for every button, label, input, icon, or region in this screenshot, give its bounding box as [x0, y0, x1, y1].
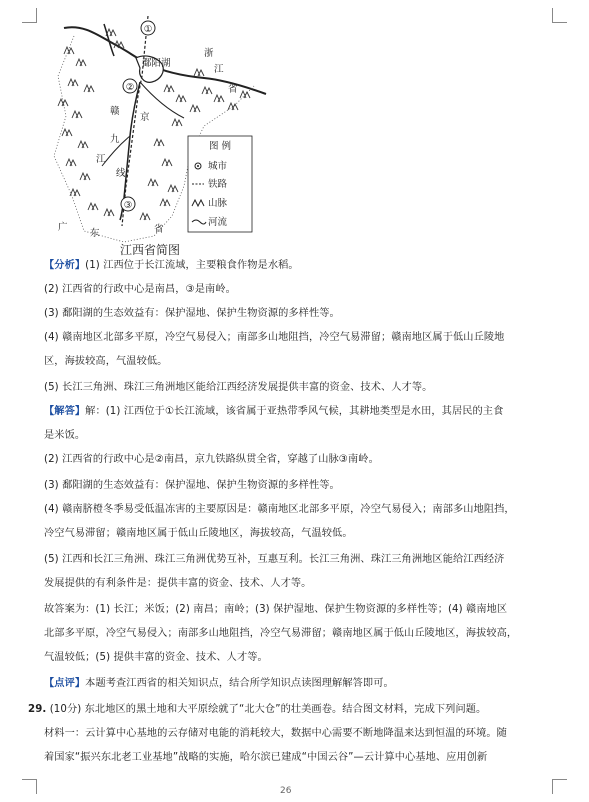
- mountain-symbol: [202, 87, 212, 94]
- city-marker-2: [123, 79, 137, 93]
- solution-line-4a: (4) 赣南脐橙冬季易受低温冻害的主要原因是：赣南地区北部多平原，冷空气易侵入；南部多山地阻挡，: [44, 504, 515, 515]
- svg-text:③: ③: [123, 200, 133, 211]
- gan-label: 赣: [110, 106, 120, 117]
- mountain-symbol: [84, 85, 94, 92]
- jiang-label: 江: [214, 64, 224, 75]
- mountain-symbol: [68, 79, 78, 86]
- sheng2-label: 省: [154, 224, 164, 235]
- analysis-line-5: (5) 长江三角洲、珠江三角洲地区能给江西经济发展提供丰富的资金、技术、人才等。: [44, 382, 433, 393]
- analysis-line-1: 【分析】(1) 江西位于长江流域，主要粮食作物是水稻。: [44, 260, 299, 271]
- material-line-1a: 材料一：云计算中心基地的云存储对电能的消耗较大，数据中心需要不断地降温来达到恒温的环境。随: [44, 728, 507, 739]
- mountain-symbol: [168, 185, 178, 192]
- svg-text:铁路: 铁路: [208, 179, 228, 190]
- guang-label: 广: [58, 222, 68, 233]
- mountain-symbol: [114, 41, 124, 48]
- mountain-symbol: [164, 85, 174, 92]
- mountain-symbol: [64, 47, 74, 54]
- mountain-symbol: [88, 203, 98, 210]
- solution-line-4b: 冷空气易滞留；赣南地区属于低山丘陵地区，海拔较高，气温较低。: [44, 528, 353, 539]
- svg-text:①: ①: [143, 24, 153, 35]
- map-title: 江西省简图: [120, 243, 181, 257]
- solution-line-5b: 发展提供的有利条件是：提供丰富的资金、技术、人才等。: [44, 578, 312, 589]
- mountain-symbol: [58, 99, 68, 106]
- svg-text:城市: 城市: [208, 161, 228, 172]
- analysis-line-4b: 区，海拔较高，气温较低。: [44, 356, 168, 367]
- solution-line-3: (3) 鄱阳湖的生态效益有：保护湿地、保护生物资源的多样性等。: [44, 480, 340, 491]
- svg-text:②: ②: [125, 82, 135, 93]
- mountain-symbol: [140, 213, 150, 220]
- lake-label: 鄱阳湖: [142, 58, 171, 69]
- material-line-1b: 着国家“振兴东北老工业基地”战略的实施，哈尔滨已建成“中国云谷”—云计算中心基地、应用创新: [44, 752, 488, 763]
- svg-text:山脉: 山脉: [208, 198, 228, 209]
- jiang2-label: 江: [96, 154, 106, 165]
- jing-label: 京: [140, 112, 150, 123]
- jiu-label: 九: [110, 134, 120, 145]
- svg-text:图 例: 图 例: [208, 141, 232, 152]
- zhe-label: 浙: [204, 48, 214, 59]
- answer-line-3: 气温较低；(5) 提供丰富的资金、技术、人才等。: [44, 652, 268, 663]
- crop-mark-top-left: [22, 8, 37, 23]
- mountain-symbol: [78, 141, 88, 148]
- map-legend: [188, 136, 252, 232]
- mountain-symbol: [172, 119, 182, 126]
- solution-line-2: (2) 江西省的行政中心是②南昌，京九铁路纵贯全省，穿越了山脉③南岭。: [44, 454, 379, 465]
- xian-label: 线: [116, 168, 126, 179]
- solution-line-1b: 是米饭。: [44, 430, 86, 441]
- mountain-symbol: [214, 95, 224, 102]
- analysis-line-4a: (4) 赣南地区北部多平原，冷空气易侵入；南部多山地阻挡，冷空气易滞留；赣南地区属于低山丘陵地: [44, 332, 505, 343]
- mountain-symbol: [194, 69, 204, 76]
- jiangxi-map: [44, 6, 274, 258]
- mountain-symbol: [190, 105, 200, 112]
- answer-line-2: 北部多平原，冷空气易侵入；南部多山地阻挡，冷空气易滞留；赣南地区属于低山丘陵地区，海拔较高，: [44, 628, 518, 639]
- sheng-label: 省: [228, 84, 238, 95]
- svg-text:河流: 河流: [208, 217, 228, 228]
- mountain-symbol: [104, 209, 114, 216]
- answer-line-1: 故答案为：(1) 长江；米饭；(2) 南昌；南岭；(3) 保护湿地、保护生物资源的多样性等；(4) 赣南地区: [44, 604, 508, 615]
- question-29-line: 29. (10分) 东北地区的黑土地和大平原绘就了“北大仓”的壮美画卷。结合图文材料，完成下列问题。: [28, 704, 487, 715]
- mountain-symbol: [80, 173, 90, 180]
- mountain-symbol: [72, 111, 82, 118]
- mountain-symbol: [66, 159, 76, 166]
- dong-label: 东: [90, 228, 100, 239]
- crop-mark-bottom-right: [552, 779, 567, 794]
- solution-line-5a: (5) 江西和长江三角洲、珠江三角洲优势互补，互惠互利。长江三角洲、珠江三角洲地区能给江西经济: [44, 554, 505, 565]
- page-number: 26: [280, 786, 292, 796]
- city-marker-1: [141, 21, 155, 35]
- crop-mark-bottom-left: [22, 779, 37, 794]
- crop-mark-top-right: [552, 8, 567, 23]
- city-marker-3: [121, 197, 135, 211]
- analysis-line-2: (2) 江西省的行政中心是南昌，③是南岭。: [44, 284, 236, 295]
- solution-line-1a: 【解答】解：(1) 江西位于①长江流域，该省属于亚热带季风气候，其耕地类型是水田，其居民的主食: [44, 406, 504, 417]
- mountain-symbol: [162, 159, 172, 166]
- mountain-symbol: [76, 59, 86, 66]
- analysis-line-3: (3) 鄱阳湖的生态效益有：保护湿地、保护生物资源的多样性等。: [44, 308, 340, 319]
- mountain-symbol: [148, 179, 158, 186]
- mountain-symbol: [154, 139, 164, 146]
- review-line: 【点评】本题考查江西省的相关知识点，结合所学知识点读图理解解答即可。: [44, 678, 394, 689]
- mountain-symbol: [62, 129, 72, 136]
- mountain-symbol: [160, 199, 170, 206]
- mountain-symbol: [176, 95, 186, 102]
